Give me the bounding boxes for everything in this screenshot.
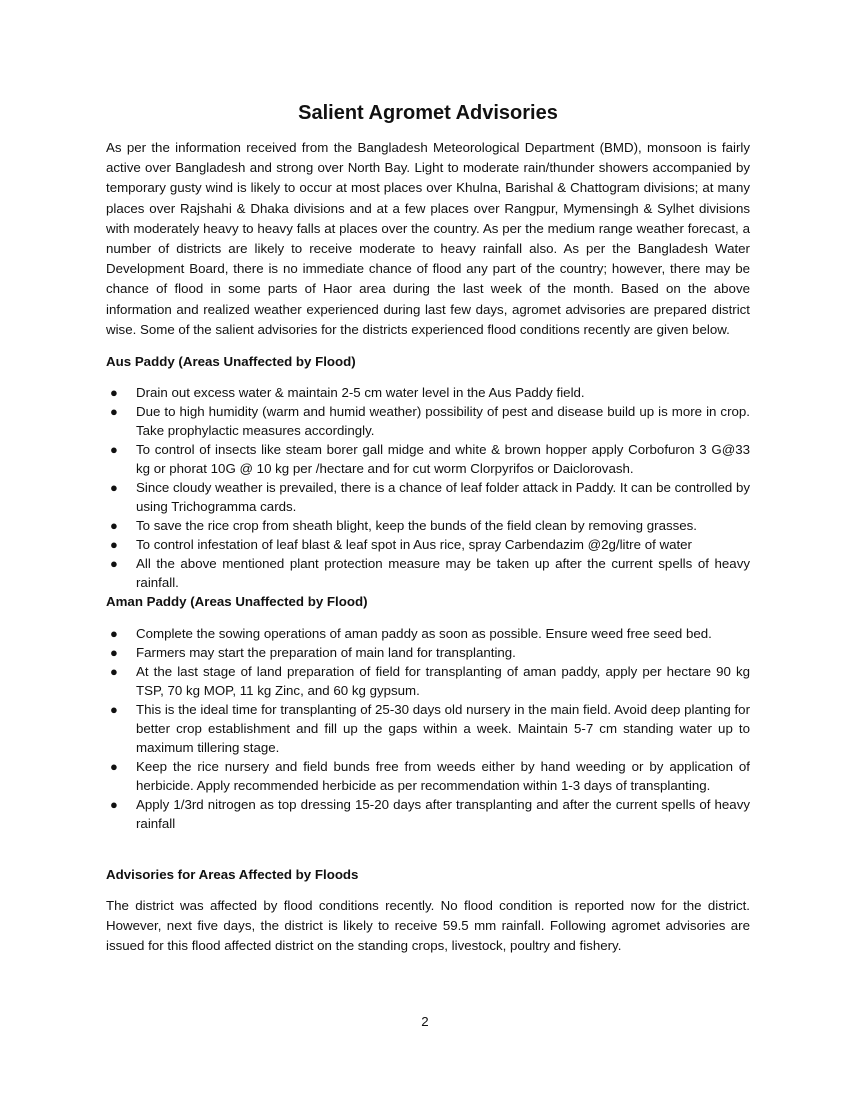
bullet-icon: ● [110, 759, 118, 775]
page-title: Salient Agromet Advisories [298, 102, 558, 124]
list-item [106, 383, 750, 402]
page-number: 2 [421, 1014, 429, 1029]
list-item-text: All the above mentioned plant protection measure may be taken up after the current spells of heavy rainfall. [136, 556, 750, 591]
bullet-icon: ● [110, 480, 118, 496]
bullet-icon: ● [110, 442, 118, 458]
list-item [106, 554, 750, 592]
list-item-text: At the last stage of land preparation of field for transplanting of aman paddy, apply per hectare 90 kg TSP, 70 kg MOP, 11 kg Zinc, and 60 kg gypsum. [136, 664, 750, 699]
document-page [106, 100, 750, 957]
bullet-icon: ● [110, 537, 118, 553]
bullet-icon: ● [110, 518, 118, 534]
list-item [106, 402, 750, 440]
flood-advisories-heading: Advisories for Areas Affected by Floods [106, 867, 359, 883]
bullet-icon: ● [110, 702, 118, 718]
list-item-text: Keep the rice nursery and field bunds free from weeds either by hand weeding or by application of herbicide. Apply recommended herbicide as per recommendation within 1-3 days of transplanting. [136, 759, 750, 794]
list-item-text: Complete the sowing operations of aman paddy as soon as possible. Ensure weed free seed bed. [136, 626, 712, 642]
list-item [106, 624, 750, 643]
list-item-text: Drain out excess water & maintain 2-5 cm water level in the Aus Paddy field. [136, 385, 585, 401]
list-item-text: Farmers may start the preparation of main land for transplanting. [136, 645, 516, 661]
list-item [106, 535, 750, 554]
bullet-icon: ● [110, 626, 118, 642]
list-item [106, 662, 750, 700]
aman-paddy-heading: Aman Paddy (Areas Unaffected by Flood) [106, 594, 368, 610]
list-item-text: To control infestation of leaf blast & leaf spot in Aus rice, spray Carbendazim @2g/litre of water [136, 537, 692, 553]
bullet-icon: ● [110, 664, 118, 680]
list-item-text: Since cloudy weather is prevailed, there is a chance of leaf folder attack in Paddy. It can be controlled by using Trichogramma cards. [136, 480, 750, 515]
bullet-icon: ● [110, 556, 118, 572]
list-item-text: Apply 1/3rd nitrogen as top dressing 15-20 days after transplanting and after the current spells of heavy rainfall [136, 797, 750, 832]
list-item [106, 440, 750, 478]
aman-paddy-list [106, 624, 750, 833]
flood-advisories-paragraph: The district was affected by flood conditions recently. No flood condition is reported now for the district. However, next five days, the district is likely to receive 59.5 mm rainfall. Following agromet advisories are issued for this flood affected district on the standing crops, livestock, poultry and fishery. [106, 898, 750, 954]
list-item-text: To save the rice crop from sheath blight, keep the bunds of the field clean by removing grasses. [136, 518, 697, 534]
list-item [106, 643, 750, 662]
list-item [106, 700, 750, 757]
list-item [106, 478, 750, 516]
list-item [106, 757, 750, 795]
bullet-icon: ● [110, 645, 118, 661]
list-item [106, 795, 750, 833]
aus-paddy-list [106, 383, 750, 592]
list-item-text: To control of insects like steam borer gall midge and white & brown hopper apply Corbofuron 3 G@33 kg or phorat 10G @ 10 kg per /hectare and for cut worm Clorpyrifos or Daiclorovash. [136, 442, 750, 477]
bullet-icon: ● [110, 385, 118, 401]
list-item-text: This is the ideal time for transplanting of 25-30 days old nursery in the main field. Avoid deep planting for better crop establishment and fill up the gaps within a week. Maintain 5-7 cm standing water up to maximum tillering stage. [136, 702, 750, 756]
list-item-text: Due to high humidity (warm and humid weather) possibility of pest and disease build up is more in crop. Take prophylactic measures accordingly. [136, 404, 750, 439]
list-item [106, 516, 750, 535]
bullet-icon: ● [110, 797, 118, 813]
bullet-icon: ● [110, 404, 118, 420]
intro-paragraph: As per the information received from the Bangladesh Meteorological Department (BMD), monsoon is fairly active over Bangladesh and strong over North Bay. Light to moderate rain/thunder showers accompanied by temporary gusty wind is likely to occur at most places over Khulna, Barishal & Chattogram divisions; at many places over Rajshahi & Dhaka divisions and at a few places over Rangpur, Mymensingh & Sylhet divisions with moderately heavy to heavy falls at places over the country. As per the medium range weather forecast, a number of districts are likely to receive moderate to heavy rainfall also. As per the Bangladesh Water Development Board, there is no immediate chance of flood any part of the country; however, there may be chance of flood in some parts of Haor area during the last week of the month. Based on the above information and realized weather experienced during last few days, agromet advisories are prepared district wise. Some of the salient advisories for the districts experienced flood conditions recently are given below. [106, 140, 750, 337]
aus-paddy-heading: Aus Paddy (Areas Unaffected by Flood) [106, 354, 356, 370]
